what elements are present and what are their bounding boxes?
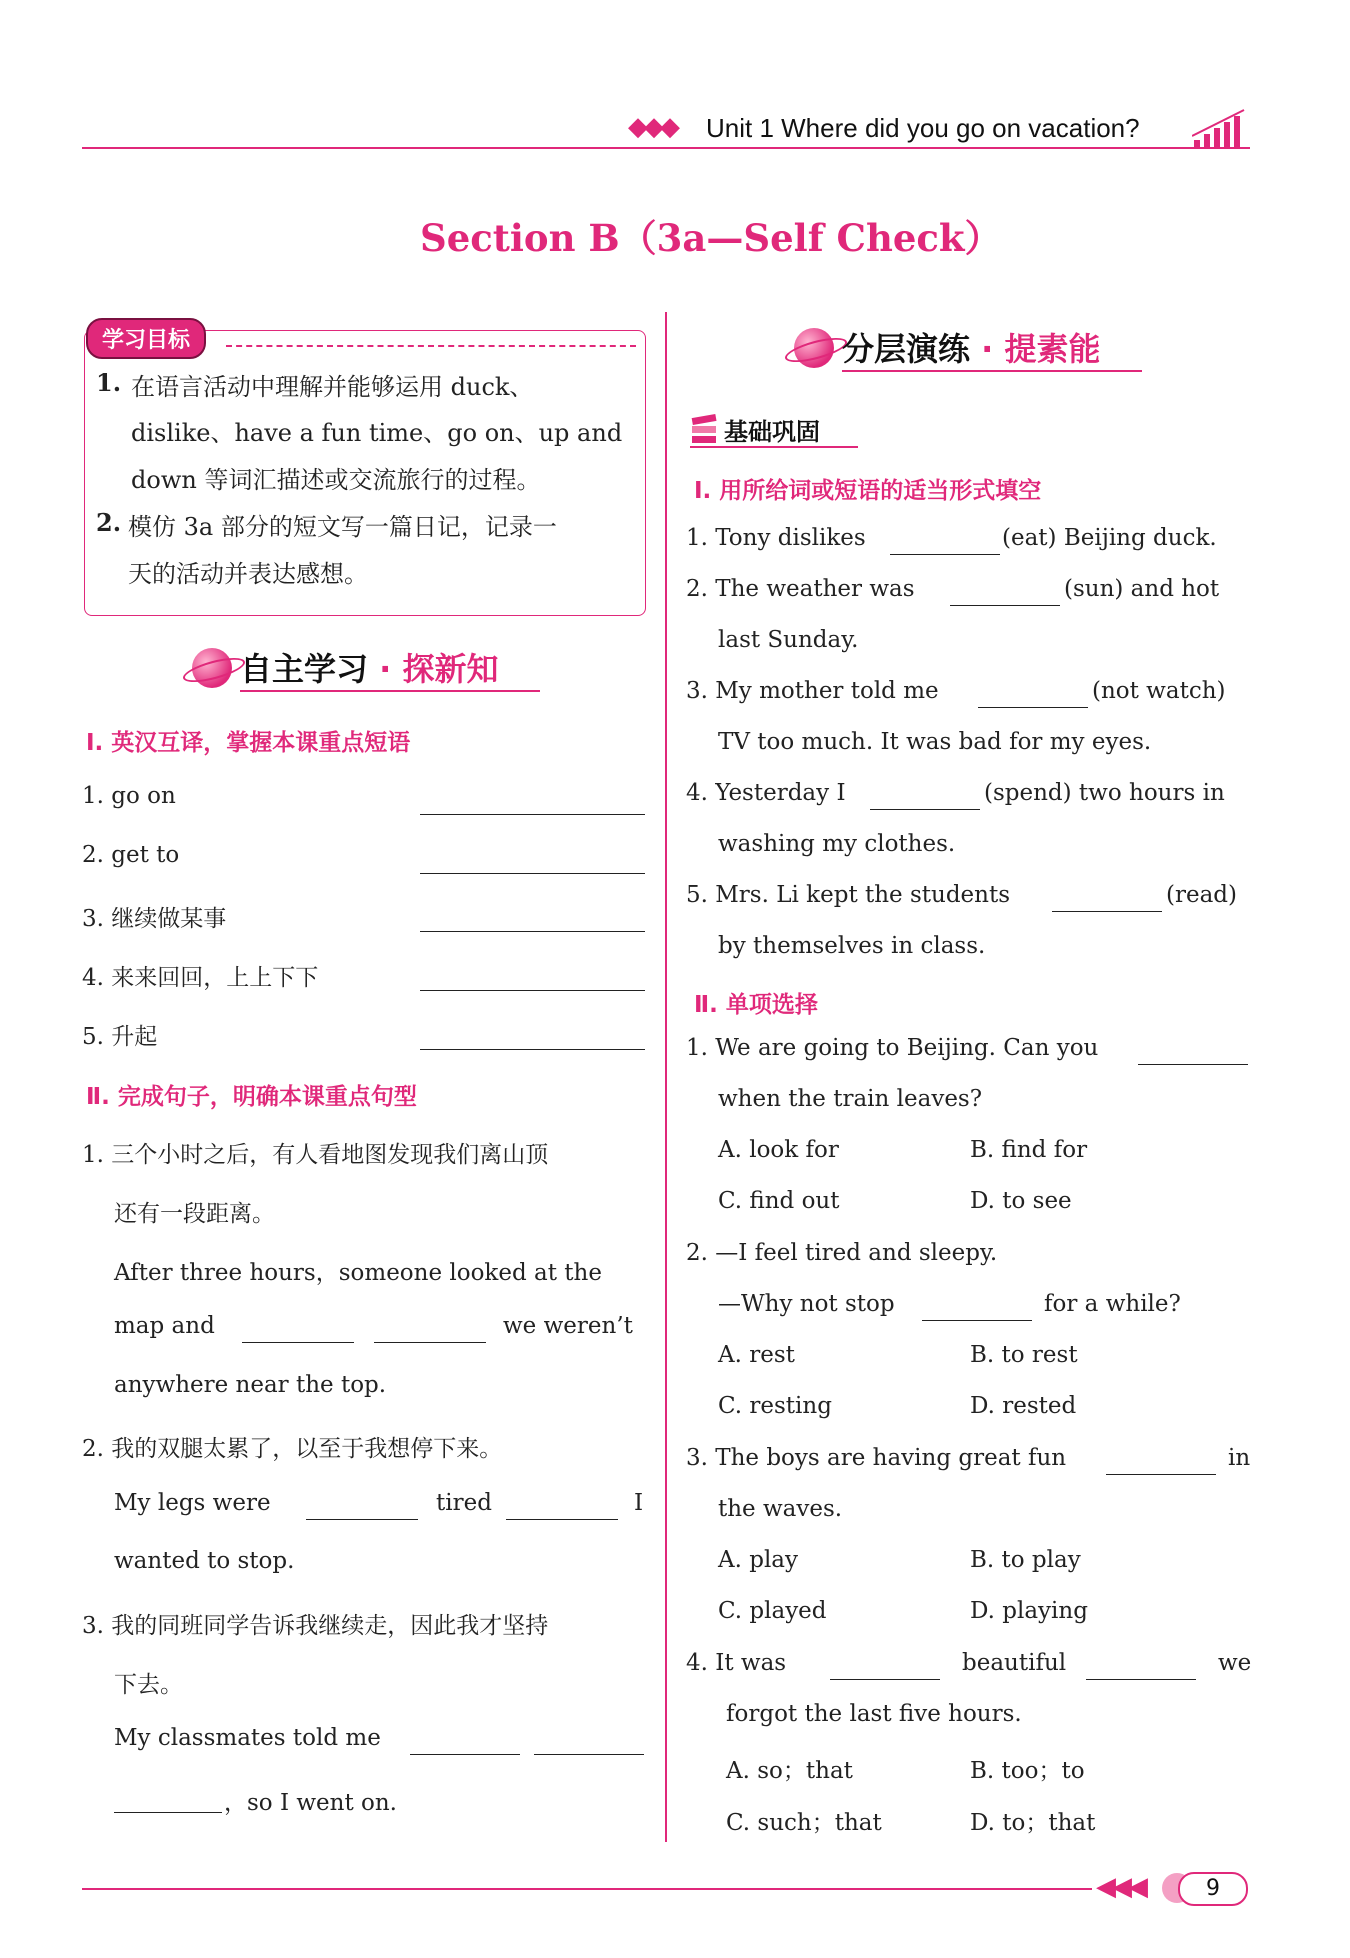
goal-line-5: 天的活动并表达感想。 <box>128 560 368 588</box>
answer-blank[interactable] <box>374 1316 486 1343</box>
right-subheading: 基础巩固 <box>724 418 820 446</box>
goal-line-3: down 等词汇描述或交流旅行的过程。 <box>131 466 541 494</box>
mc-option[interactable]: A. play <box>718 1547 799 1573</box>
column-divider <box>665 312 667 1842</box>
sentence-cn: 3. 我的同班同学告诉我继续走，因此我才坚持 <box>82 1613 549 1639</box>
sentence-en: I <box>634 1490 644 1516</box>
mc-question: when the train leaves? <box>718 1086 983 1112</box>
unit-title: Unit 1 Where did you go on vacation? <box>706 113 1140 143</box>
goal-line-1: 在语言活动中理解并能够运用 duck、 <box>131 373 534 401</box>
goal-line-4: 模仿 3a 部分的短文写一篇日记，记录一 <box>128 513 557 541</box>
mc-question: for a while? <box>1044 1291 1181 1317</box>
answer-blank[interactable] <box>890 528 1000 555</box>
goal-number-1: 1. <box>96 368 122 397</box>
left-banner-underline <box>240 690 540 692</box>
mc-question: 2. —I feel tired and sleepy. <box>686 1240 998 1266</box>
mc-option[interactable]: D. to；that <box>970 1810 1096 1836</box>
sentence-en: wanted to stop. <box>114 1548 295 1574</box>
answer-blank[interactable] <box>534 1728 644 1755</box>
mc-option[interactable]: A. so；that <box>726 1758 853 1784</box>
fill-sentence: 4. Yesterday I <box>686 780 846 806</box>
banner-part-1: 自主学习 <box>240 650 369 688</box>
fill-sentence: (read) <box>1166 882 1237 908</box>
answer-blank[interactable] <box>870 783 980 810</box>
answer-blank[interactable] <box>420 964 645 991</box>
mc-option[interactable]: B. to rest <box>970 1342 1078 1368</box>
mc-question: 3. The boys are having great fun <box>686 1445 1067 1471</box>
phrase-item: 4. 来来回回，上上下下 <box>82 965 319 991</box>
answer-blank[interactable] <box>114 1786 222 1813</box>
mc-question: forgot the last five hours. <box>726 1701 1022 1727</box>
sentence-cn: 下去。 <box>114 1672 183 1698</box>
fill-sentence: by themselves in class. <box>718 933 986 959</box>
answer-blank[interactable] <box>978 681 1088 708</box>
fill-sentence: (sun) and hot <box>1064 576 1220 602</box>
mc-option[interactable]: B. too；to <box>970 1758 1085 1784</box>
right-banner <box>842 324 1100 370</box>
fill-sentence: 1. Tony dislikes <box>686 525 866 551</box>
banner-dot: · <box>981 330 994 368</box>
goals-dashed-line <box>226 345 636 347</box>
phrase-item: 5. 升起 <box>82 1024 158 1050</box>
fill-sentence: washing my clothes. <box>718 831 956 857</box>
header-diamonds-icon: ◆◆◆ <box>628 112 676 142</box>
answer-blank[interactable] <box>1138 1038 1248 1065</box>
phrase-item: 2. get to <box>82 842 180 868</box>
footer-rule <box>82 1888 1092 1890</box>
banner-dot: · <box>379 650 392 688</box>
answer-blank[interactable] <box>420 788 645 815</box>
goal-number-2: 2. <box>96 508 122 537</box>
answer-blank[interactable] <box>410 1728 520 1755</box>
sentence-cn: 1. 三个小时之后，有人看地图发现我们离山顶 <box>82 1142 549 1168</box>
fill-sentence: TV too much. It was bad for my eyes. <box>718 729 1152 755</box>
answer-blank[interactable] <box>950 579 1060 606</box>
mc-question: —Why not stop <box>718 1291 895 1317</box>
left-banner <box>240 644 498 690</box>
sentence-en: ，so I went on. <box>224 1790 397 1816</box>
sentence-en: After three hours，someone looked at the <box>114 1260 602 1286</box>
answer-blank[interactable] <box>420 1023 645 1050</box>
answer-blank[interactable] <box>1106 1448 1216 1475</box>
mc-option[interactable]: C. such；that <box>726 1810 882 1836</box>
fill-sentence: (spend) two hours in <box>984 780 1225 806</box>
right-banner-underline <box>842 370 1142 372</box>
phrase-item: 3. 继续做某事 <box>82 906 227 932</box>
answer-blank[interactable] <box>1086 1653 1196 1680</box>
mc-option[interactable]: C. find out <box>718 1188 840 1214</box>
right-section-2-heading: Ⅱ. 单项选择 <box>694 992 818 1018</box>
mc-option[interactable]: C. played <box>718 1598 827 1624</box>
phrase-item: 1. go on <box>82 783 176 809</box>
mc-question: the waves. <box>718 1496 843 1522</box>
sentence-cn: 2. 我的双腿太累了，以至于我想停下来。 <box>82 1436 503 1462</box>
banner-part-1: 分层演练 <box>842 330 971 368</box>
banner-part-2: 提素能 <box>1004 330 1101 368</box>
mc-option[interactable]: A. rest <box>718 1342 795 1368</box>
answer-blank[interactable] <box>830 1653 940 1680</box>
answer-blank[interactable] <box>242 1316 354 1343</box>
answer-blank[interactable] <box>1052 885 1162 912</box>
mc-question: we <box>1218 1650 1252 1676</box>
fill-sentence: (not watch) <box>1092 678 1226 704</box>
mc-question: 4. It was <box>686 1650 787 1676</box>
fill-sentence: 3. My mother told me <box>686 678 939 704</box>
sentence-cn: 还有一段距离。 <box>114 1201 275 1227</box>
mc-option[interactable]: B. find for <box>970 1137 1088 1163</box>
left-section-1-heading: Ⅰ. 英汉互译，掌握本课重点短语 <box>86 730 411 756</box>
mc-option[interactable]: D. rested <box>970 1393 1077 1419</box>
page-title: Section B（3a—Self Check） <box>420 216 1002 260</box>
mc-option[interactable]: B. to play <box>970 1547 1081 1573</box>
books-icon <box>690 410 720 446</box>
mc-option[interactable]: A. look for <box>718 1137 839 1163</box>
bar-chart-icon <box>1192 106 1250 150</box>
fill-sentence: last Sunday. <box>718 627 859 653</box>
answer-blank[interactable] <box>922 1294 1032 1321</box>
fill-sentence: 2. The weather was <box>686 576 915 602</box>
sentence-en: tired <box>436 1490 492 1516</box>
mc-option[interactable]: D. playing <box>970 1598 1088 1624</box>
left-section-2-heading: Ⅱ. 完成句子，明确本课重点句型 <box>86 1084 417 1110</box>
fill-sentence: 5. Mrs. Li kept the students <box>686 882 1011 908</box>
fill-sentence: (eat) Beijing duck. <box>1002 525 1217 551</box>
answer-blank[interactable] <box>506 1493 618 1520</box>
learning-goals-tag: 学习目标 <box>86 318 206 359</box>
right-section-1-heading: Ⅰ. 用所给词或短语的适当形式填空 <box>694 478 1042 504</box>
subheading-underline <box>690 446 858 448</box>
mc-question: beautiful <box>962 1650 1067 1676</box>
mc-question: 1. We are going to Beijing. Can you <box>686 1035 1099 1061</box>
goal-line-2: dislike、have a fun time、go on、up and <box>131 419 623 447</box>
answer-blank[interactable] <box>420 905 645 932</box>
footer-chevrons-icon: ◀◀◀ <box>1096 1872 1144 1902</box>
mc-option[interactable]: C. resting <box>718 1393 832 1419</box>
sentence-en: anywhere near the top. <box>114 1372 387 1398</box>
mc-option[interactable]: D. to see <box>970 1188 1072 1214</box>
banner-part-2: 探新知 <box>402 650 499 688</box>
answer-blank[interactable] <box>420 847 645 874</box>
sentence-en: we weren’t <box>503 1313 633 1339</box>
answer-blank[interactable] <box>306 1493 418 1520</box>
page-number: 9 <box>1178 1872 1248 1906</box>
mc-question: in <box>1228 1445 1251 1471</box>
sentence-en: My legs were <box>114 1490 271 1516</box>
sentence-en: map and <box>114 1313 215 1339</box>
header-rule <box>82 147 1250 149</box>
sentence-en: My classmates told me <box>114 1725 381 1751</box>
